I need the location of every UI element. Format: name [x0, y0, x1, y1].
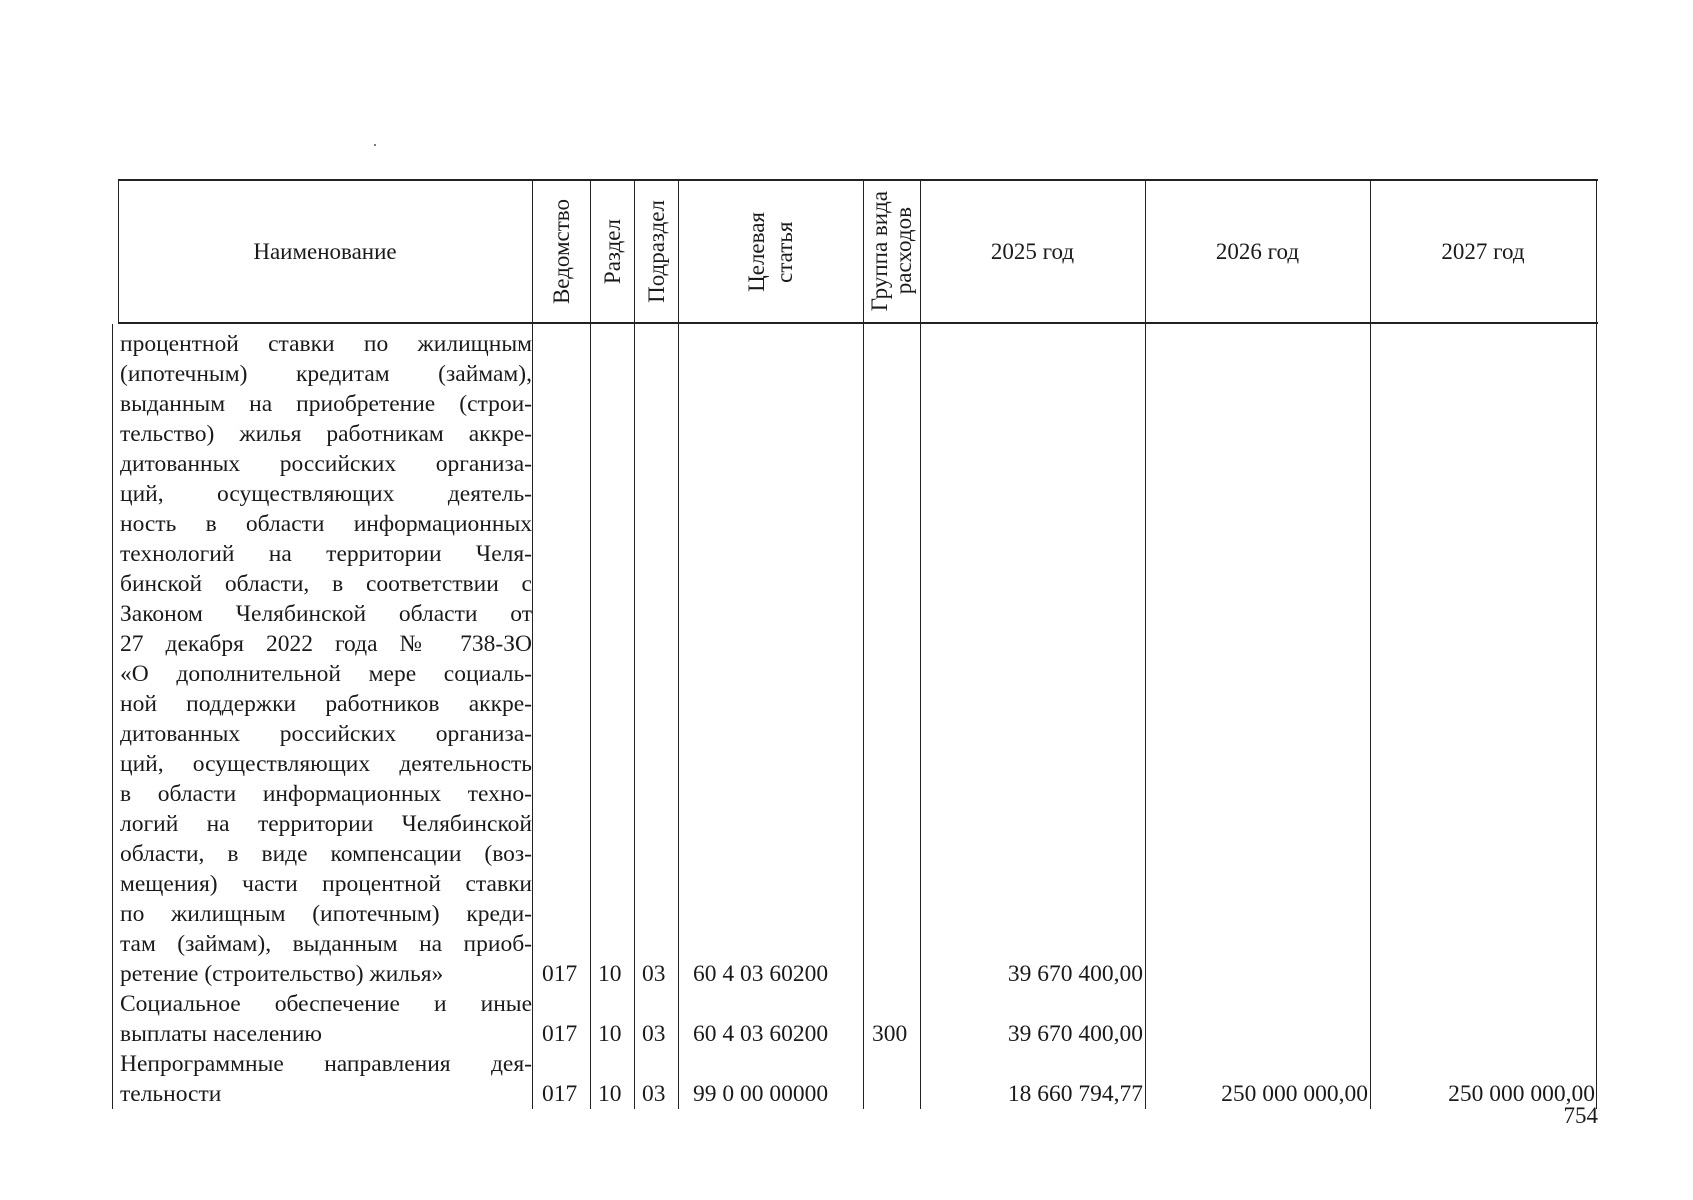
name-line: логий на территории Челябинской	[120, 811, 532, 837]
table-header	[118, 179, 1598, 324]
name-line: выплаты населению	[120, 1021, 322, 1047]
budget-table	[118, 179, 1598, 1109]
header-gruppa-cell	[863, 181, 920, 322]
row2-2025: 39 670 400,00	[1007, 1021, 1143, 1047]
header-podrazdel: Подраздел	[643, 200, 669, 303]
name-column-text	[120, 329, 532, 1109]
name-line: тельности	[120, 1081, 222, 1107]
name-line: дитованных российских организа-	[120, 721, 532, 747]
row1-razdel: 10	[598, 961, 622, 987]
name-line: ной поддержки работников аккре-	[120, 691, 532, 717]
row3-vedomstvo: 017	[542, 1081, 578, 1107]
header-celevaya	[743, 212, 799, 292]
table-row	[118, 1019, 1598, 1049]
table-row	[118, 1079, 1598, 1109]
header-gruppa-line1: Группа вида	[866, 191, 892, 312]
stray-dot	[374, 144, 376, 146]
page-number: 754	[1563, 1103, 1598, 1128]
name-line: в области информационных техно-	[120, 781, 532, 807]
row1-vedomstvo: 017	[542, 961, 578, 987]
row3-razdel: 10	[598, 1081, 622, 1107]
header-vedomstvo: Ведомство	[548, 198, 574, 305]
header-2027: 2027 год	[1441, 238, 1525, 264]
row3-2026: 250 000 000,00	[1221, 1081, 1368, 1107]
row1-2025: 39 670 400,00	[1007, 961, 1143, 987]
name-line: Непрограммные направления дея-	[120, 1051, 532, 1077]
header-vedomstvo-cell	[532, 181, 590, 322]
name-line: дитованных российских организа-	[120, 451, 532, 477]
name-line: области, в виде компенсации (воз-	[120, 841, 532, 867]
name-line: мещения) части процентной ставки	[120, 871, 532, 897]
name-line: процентной ставки по жилищным	[120, 331, 532, 357]
header-razdel-cell	[590, 181, 634, 322]
header-gruppa-line2: расходов	[890, 207, 916, 296]
name-line: тельство) жилья работникам аккре-	[120, 421, 532, 447]
name-line: 27 декабря 2022 года № 738-ЗО	[120, 631, 532, 657]
name-line: по жилищным (ипотечным) креди-	[120, 901, 532, 927]
table-row	[118, 959, 1598, 989]
row3-celevaya: 99 0 00 00000	[693, 1081, 829, 1107]
header-2025: 2025 год	[990, 238, 1075, 264]
header-name: Наименование	[253, 238, 397, 264]
header-gruppa	[868, 191, 916, 311]
row2-razdel: 10	[598, 1021, 622, 1047]
name-line: там (займам), выданным на приоб-	[120, 931, 532, 957]
table-body	[118, 324, 1598, 1109]
row1-podrazdel: 03	[642, 961, 666, 987]
name-line: ретение (строительство) жилья»	[120, 961, 444, 987]
header-2026: 2026 год	[1215, 238, 1300, 264]
header-celevaya-cell	[678, 181, 863, 322]
name-line: ций, осуществляющих деятельность	[120, 751, 532, 777]
name-line: выданным на приобретение (строи-	[120, 391, 532, 417]
row2-vedomstvo: 017	[542, 1021, 578, 1047]
header-celevaya-line2: статья	[771, 220, 797, 283]
name-line: ций, осуществляющих деятель-	[120, 481, 532, 507]
name-line: ность в области информационных	[120, 511, 532, 537]
row2-podrazdel: 03	[642, 1021, 666, 1047]
name-line: (ипотечным) кредитам (займам),	[120, 361, 532, 387]
header-celevaya-line1: Целевая	[743, 211, 769, 292]
row3-2025: 18 660 794,77	[1007, 1081, 1143, 1107]
row3-2027: 250 000 000,00	[1448, 1081, 1595, 1107]
header-razdel: Раздел	[599, 218, 625, 285]
row2-gruppa: 300	[872, 1021, 908, 1047]
name-line: технологий на территории Челя-	[120, 541, 532, 567]
name-line: Социальное обеспечение и иные	[120, 991, 532, 1017]
name-line: «О дополнительной мере социаль-	[120, 661, 532, 687]
name-line: Законом Челябинской области от	[120, 601, 532, 627]
row2-celevaya: 60 4 03 60200	[693, 1021, 829, 1047]
row1-celevaya: 60 4 03 60200	[693, 961, 829, 987]
name-line: бинской области, в соответствии с	[120, 571, 532, 597]
header-podrazdel-cell	[634, 181, 678, 322]
row3-podrazdel: 03	[642, 1081, 666, 1107]
